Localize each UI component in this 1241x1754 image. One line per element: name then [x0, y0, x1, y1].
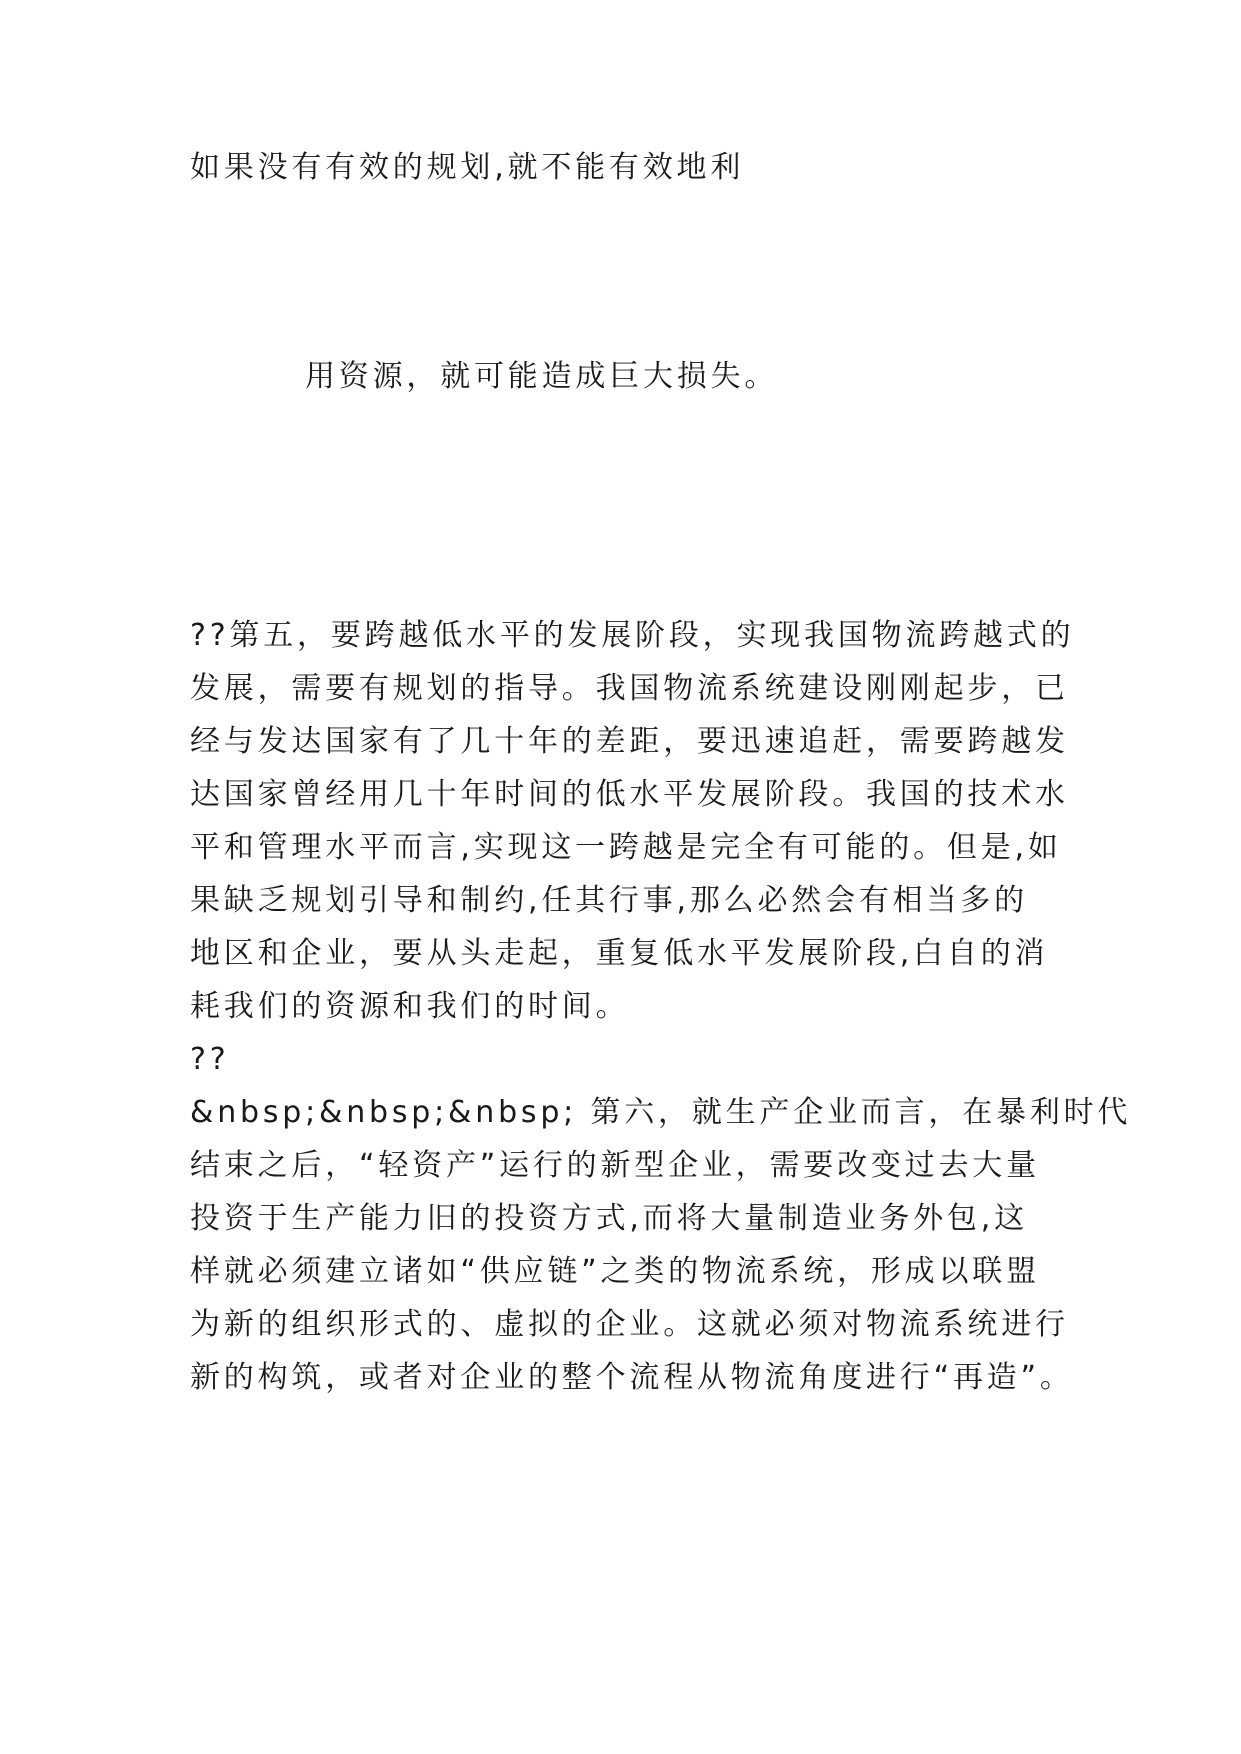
- text-line: 结束之后，“轻资产”运行的新型企业，需要改变过去大量: [190, 1148, 1040, 1183]
- text-line: 地区和企业，要从头走起，重复低水平发展阶段,白自的消: [190, 936, 1049, 971]
- text-line: 为新的组织形式的、虚拟的企业。这就必须对物流系统进行: [190, 1307, 1069, 1342]
- text-line: 发展，需要有规划的指导。我国物流系统建设刚刚起步，已: [190, 671, 1069, 706]
- text-line: 经与发达国家有了几十年的差距，要迅速追赶，需要跨越发: [190, 724, 1069, 759]
- text-line: 新的构筑，或者对企业的整个流程从物流角度进行“再造”。: [190, 1360, 1074, 1395]
- text-line: 投资于生产能力旧的投资方式,而将大量制造业务外包,这: [190, 1201, 1028, 1236]
- text-line: 果缺乏规划引导和制约,任其行事,那么必然会有相当多的: [190, 883, 1028, 918]
- text-line: ??第五，要跨越低水平的发展阶段，实现我国物流跨越式的: [190, 618, 1075, 653]
- fragment-line-2: 用资源，就可能造成巨大损失。: [305, 359, 779, 394]
- text-line: 达国家曾经用几十年时间的低水平发展阶段。我国的技术水: [190, 777, 1069, 812]
- text-line: &nbsp;&nbsp;&nbsp; 第六，就生产企业而言，在暴利时代: [190, 1095, 1132, 1130]
- fragment-line-1: 如果没有有效的规划,就不能有效地利: [190, 150, 745, 185]
- text-line: 平和管理水平而言,实现这一跨越是完全有可能的。但是,如: [190, 830, 1062, 865]
- text-line: 样就必须建立诸如“供应链”之类的物流系统，形成以联盟: [190, 1254, 1040, 1289]
- separator-marks: ??: [190, 1042, 230, 1077]
- text-line: 耗我们的资源和我们的时间。: [190, 989, 630, 1024]
